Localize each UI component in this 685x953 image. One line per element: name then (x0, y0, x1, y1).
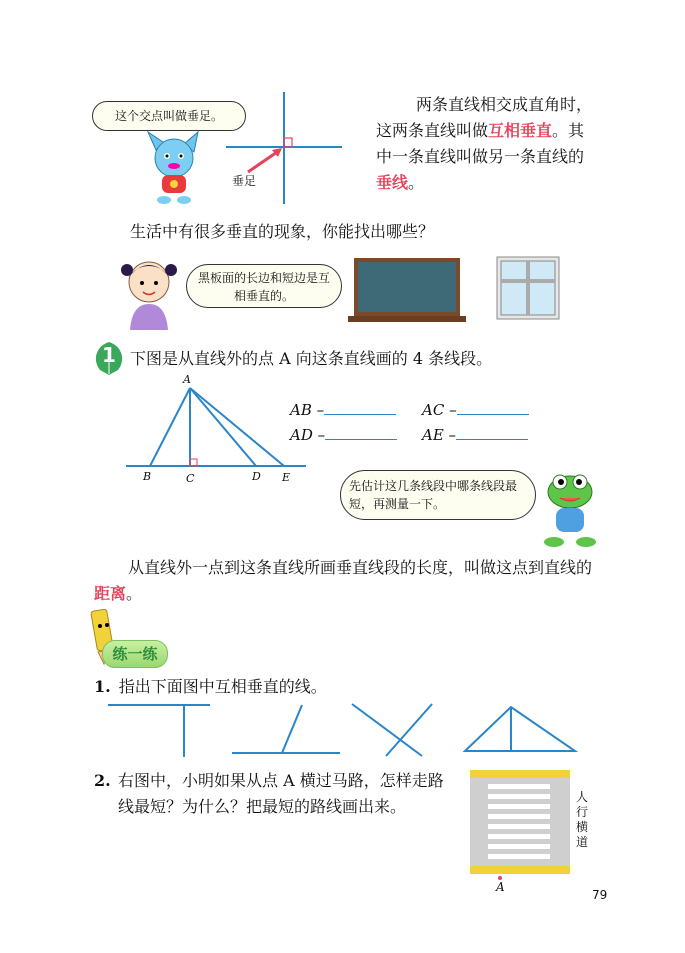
point-label-e: E (282, 471, 291, 484)
intro-paragraph: 两条直线相交成直角时，这两条直线叫做互相垂直。其中一条直线叫做另一条直线的垂线。 (376, 95, 593, 192)
point-label-b: B (143, 470, 152, 483)
answer-blank-ab[interactable] (324, 400, 396, 415)
cat-speech-bubble (92, 101, 246, 131)
cat-illustration (134, 128, 214, 208)
foot-label: 垂足 (232, 174, 257, 188)
crosswalk-label: 人行横道 (576, 790, 589, 849)
term-distance: 距离 (94, 584, 127, 603)
answer-blank-ad[interactable] (325, 425, 397, 440)
frog-illustration (540, 472, 600, 550)
perpendicular-lines-figure (226, 92, 346, 207)
blackboard-image (348, 254, 468, 326)
practice-q2: 2. 右图中，小明如果从点 A 横过马路，怎样走路线最短？为什么？把最短的路线画出来。 (94, 771, 444, 816)
life-question: 生活中有很多垂直的现象，你能找出哪些？ (130, 222, 435, 241)
frog-bubble-text: 先估计这几条线段中哪条线段最短，再测量一下。 (349, 479, 518, 511)
point-label-d: D (252, 470, 261, 483)
q1-figure-angle (232, 703, 344, 759)
crosswalk-point-a: A (496, 880, 505, 894)
frog-speech-bubble (340, 470, 536, 520)
answer-ab: AB – (290, 400, 396, 419)
girl-speech-bubble (186, 264, 342, 308)
answer-blank-ae[interactable] (456, 425, 528, 440)
girl-illustration (118, 252, 180, 332)
point-label-a: A (183, 373, 191, 386)
cat-bubble-text: 这个交点叫做垂足。 (114, 109, 223, 123)
term-perpendicular-line: 垂线 (376, 173, 409, 192)
answer-ae: AE – (422, 425, 528, 444)
point-label-c: C (186, 472, 195, 485)
window-image (497, 257, 561, 321)
q1-figure-triangle (463, 705, 579, 755)
answer-ac: AC – (422, 400, 529, 419)
q1-figure-t-shape (108, 703, 218, 759)
segments-figure (126, 384, 316, 484)
practice-title: 练一练 (112, 645, 158, 663)
exercise1-text: 下图是从直线外的点 A 向这条直线画的 4 条线段。 (130, 349, 493, 368)
practice-q1: 1. 指出下面图中互相垂直的线。 (94, 677, 327, 696)
page-number: 79 (592, 888, 608, 902)
distance-definition: 从直线外一点到这条直线所画垂直线段的长度，叫做这点到直线的距离。 (94, 558, 593, 603)
girl-bubble-text: 黑板面的长边和短边是互相垂直的。 (197, 271, 330, 303)
answer-ad: AD – (290, 425, 397, 444)
term-mutually-perpendicular: 互相垂直 (488, 121, 553, 140)
practice-title-badge (102, 640, 168, 668)
answer-blank-ac[interactable] (457, 400, 529, 415)
crosswalk-figure (470, 770, 570, 880)
q1-figure-cross (352, 702, 434, 760)
exercise-number: 1 (102, 343, 116, 367)
